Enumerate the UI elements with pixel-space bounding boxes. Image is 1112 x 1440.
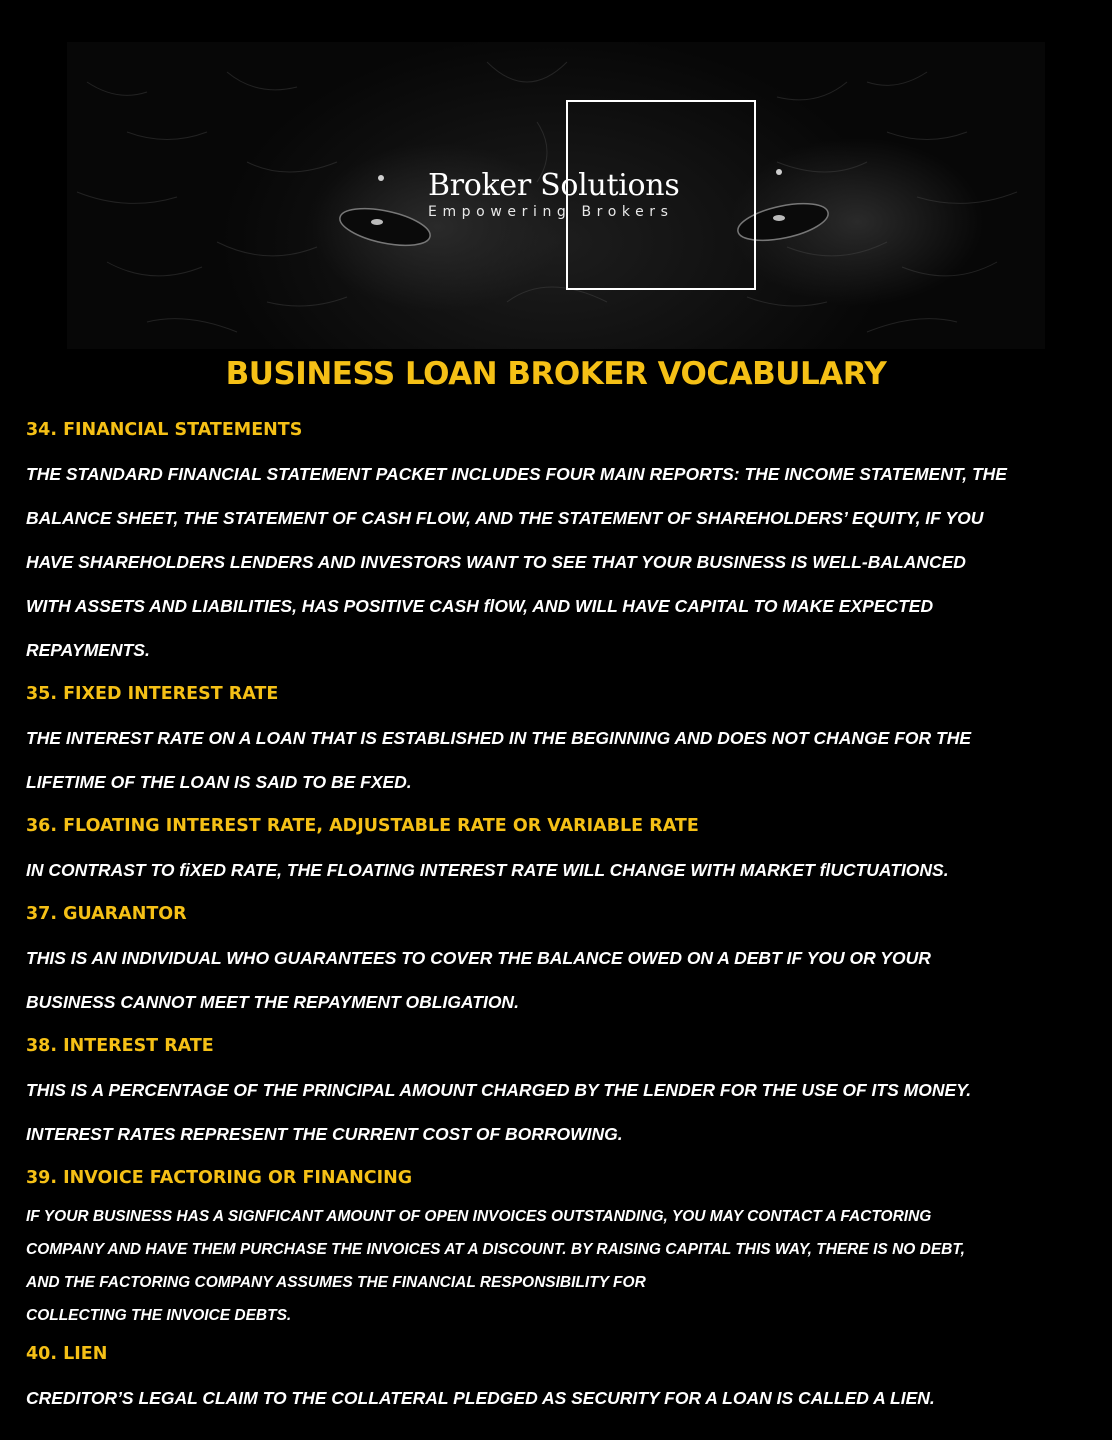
term-description-line: HAVE SHAREHOLDERS LENDERS AND INVESTORS WANT TO SEE THAT YOUR BUSINESS IS WELL-BALANCED: [26, 552, 966, 572]
term-description-line: REPAYMENTS.: [26, 640, 150, 660]
logo: [428, 168, 688, 220]
vocabulary-entry: [26, 1024, 1096, 1156]
term-description-line: THIS IS A PERCENTAGE OF THE PRINCIPAL AMOUNT CHARGED BY THE LENDER FOR THE USE OF ITS MONEY.: [26, 1080, 972, 1100]
term-description-line: LIFETIME OF THE LOAN IS SAID TO BE FXED.: [26, 772, 412, 792]
vocabulary-entry: [26, 1156, 1096, 1332]
vocabulary-entry: [26, 672, 1096, 804]
term-description-line: COMPANY AND HAVE THEM PURCHASE THE INVOICES AT A DISCOUNT. BY RAISING CAPITAL THIS WAY, THERE IS NO DEBT,: [26, 1241, 965, 1258]
vocabulary-entry: [26, 408, 1096, 672]
logo-title: Broker Solutions: [428, 168, 680, 203]
term-heading: 38. INTEREST RATE: [26, 1036, 214, 1056]
term-description-line: BUSINESS CANNOT MEET THE REPAYMENT OBLIGATION.: [26, 992, 519, 1012]
term-description-line: IF YOUR BUSINESS HAS A SIGNFICANT AMOUNT OF OPEN INVOICES OUTSTANDING, YOU MAY CONTACT A FACTORING: [26, 1208, 932, 1225]
term-heading: 35. FIXED INTEREST RATE: [26, 684, 279, 704]
vocabulary-entry: [26, 892, 1096, 1024]
term-description-line: INTEREST RATES REPRESENT THE CURRENT COST OF BORROWING.: [26, 1124, 623, 1144]
term-description-line: THE INTEREST RATE ON A LOAN THAT IS ESTABLISHED IN THE BEGINNING AND DOES NOT CHANGE FOR THE: [26, 728, 972, 748]
vocabulary-entry: [26, 1332, 1096, 1420]
term-description-line: CREDITOR’S LEGAL CLAIM TO THE COLLATERAL PLEDGED AS SECURITY FOR A LOAN IS CALLED A LIEN.: [26, 1388, 935, 1408]
term-description-line: THE STANDARD FINANCIAL STATEMENT PACKET INCLUDES FOUR MAIN REPORTS: THE INCOME STATEMENT, THE: [26, 464, 1007, 484]
term-description-line: IN CONTRAST TO ﬁXED RATE, THE FLOATING INTEREST RATE WILL CHANGE WITH MARKET ﬂUCTUATIONS.: [26, 860, 949, 880]
term-heading: 40. LIEN: [26, 1344, 108, 1364]
page-title: BUSINESS LOAN BROKER VOCABULARY: [225, 356, 887, 392]
vocabulary-list: [26, 408, 1096, 1420]
logo-tagline: Empowering Brokers: [428, 204, 674, 220]
term-description-line: COLLECTING THE INVOICE DEBTS.: [26, 1307, 292, 1324]
term-description-line: WITH ASSETS AND LIABILITIES, HAS POSITIVE CASH ﬂOW, AND WILL HAVE CAPITAL TO MAKE EXPECTED: [26, 596, 934, 616]
term-description-line: BALANCE SHEET, THE STATEMENT OF CASH FLOW, AND THE STATEMENT OF SHAREHOLDERS’ EQUITY, IF YOU: [26, 508, 984, 528]
term-description-line: THIS IS AN INDIVIDUAL WHO GUARANTEES TO COVER THE BALANCE OWED ON A DEBT IF YOU OR YOUR: [26, 948, 931, 968]
header-banner: [67, 42, 1045, 349]
term-heading: 34. FINANCIAL STATEMENTS: [26, 420, 303, 440]
term-heading: 39. INVOICE FACTORING OR FINANCING: [26, 1168, 413, 1188]
term-heading: 37. GUARANTOR: [26, 904, 187, 924]
term-heading: 36. FLOATING INTEREST RATE, ADJUSTABLE RATE OR VARIABLE RATE: [26, 816, 699, 836]
vocabulary-entry: [26, 804, 1096, 892]
term-description-line: AND THE FACTORING COMPANY ASSUMES THE FINANCIAL RESPONSIBILITY FOR: [26, 1274, 646, 1291]
